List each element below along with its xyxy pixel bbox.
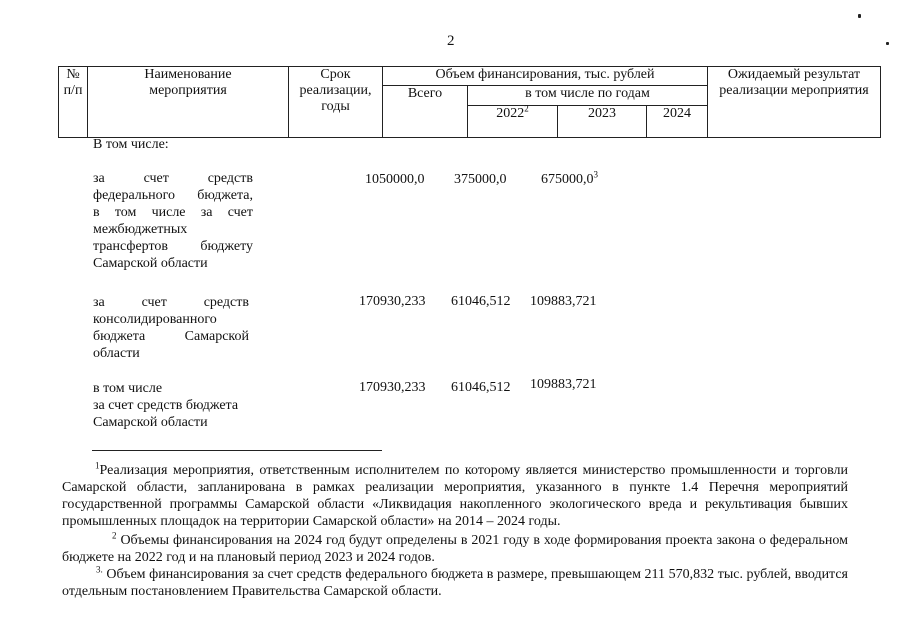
funding-table-header	[58, 66, 881, 138]
row-regional-line: в том числе	[93, 381, 163, 396]
federal-2023-value: 675000,0	[541, 172, 594, 187]
row-federal-line: межбюджетных	[93, 222, 188, 237]
row-consolidated-label	[93, 294, 249, 362]
row-regional-line: за счет средств бюджета	[93, 398, 239, 413]
federal-2023	[541, 169, 598, 188]
footnote-2-text: Объемы финансирования на 2024 год будут определены в 2021 году в ходе формирования проекта закона о федеральном бюджете на 2022 год и на плановый период 2023 и 2024 годов.	[62, 533, 849, 565]
consolidated-total: 170930,233	[359, 294, 426, 309]
footnote-3	[62, 566, 848, 600]
federal-2022: 375000,0	[454, 172, 507, 187]
col-term-header	[289, 67, 383, 138]
year-2024: 2024	[663, 106, 691, 121]
row-consolidated-line: области	[93, 346, 140, 361]
row-federal-line: за счет средств	[93, 171, 253, 186]
row-regional-line: Самарской области	[93, 415, 208, 430]
row-intro-label: В том числе:	[93, 137, 169, 152]
row-federal-label	[93, 170, 253, 272]
row-consolidated-line: за счет средств	[93, 295, 249, 310]
row-consolidated-line: консолидированного	[93, 312, 217, 327]
scan-speck	[858, 14, 861, 18]
col-name-label: Наименование мероприятия	[144, 67, 232, 98]
col-2022-header	[468, 103, 558, 138]
footnote-2	[62, 532, 848, 566]
col-2024-header	[647, 106, 708, 138]
footnote-separator	[92, 450, 382, 451]
row-federal-line: Самарской области	[93, 256, 208, 271]
regional-2022: 61046,512	[451, 380, 511, 395]
consolidated-2023: 109883,721	[530, 294, 597, 309]
regional-2023: 109883,721	[530, 377, 597, 392]
scan-speck	[886, 42, 889, 45]
col-2023-header	[558, 106, 647, 138]
consolidated-2022: 61046,512	[451, 294, 511, 309]
col-number-header	[59, 67, 88, 138]
footnote-3-mark: 3.	[96, 564, 103, 575]
col-funding-label: Объем финансирования, тыс. рублей	[435, 67, 655, 82]
col-by-year-label: в том числе по годам	[525, 86, 650, 101]
col-number-label: № п/п	[63, 67, 83, 98]
page-number: 2	[447, 33, 455, 49]
footnote-3-text: Объем финансирования за счет средств федерального бюджета в размере, превышающем 211 570,832 тыс. рублей, вводится отдельным постановлением Правительства Самарской области.	[62, 567, 848, 599]
footnote-1-mark: 1	[95, 460, 100, 471]
col-name-header	[88, 67, 289, 138]
col-total-label: Всего	[407, 86, 443, 101]
col-total-header	[383, 86, 468, 138]
row-consolidated-line: бюджета Самарской	[93, 329, 249, 344]
col-by-year-header	[468, 86, 708, 106]
col-funding-header	[383, 67, 708, 86]
year-2023: 2023	[588, 106, 616, 121]
col-result-header	[708, 67, 881, 138]
footnote-2-mark: 2	[112, 530, 117, 541]
footnote-1	[62, 462, 848, 530]
col-result-label: Ожидаемый результат реализации мероприятия	[719, 67, 869, 98]
row-federal-line: в том числе за счет	[93, 205, 253, 220]
col-term-label: Срок реализации, годы	[299, 67, 372, 114]
note-2-mark: 2	[524, 103, 529, 114]
row-federal-line: федерального бюджета,	[93, 188, 253, 203]
federal-total: 1050000,0	[365, 172, 425, 187]
note-3-mark: 3	[593, 169, 598, 180]
regional-total: 170930,233	[359, 380, 426, 395]
row-regional-label	[93, 380, 263, 431]
footnote-1-text: Реализация мероприятия, ответственным исполнителем по которому является министерство промышленности и торговли Самарской области, запланирована в рамках реализации мероприятия, указанного в пункте 1.4 Перечня мероприятий государственной программы Самарской области «Ликвидация накопленного экологического вреда и рекультивация бывших промышленных площадок на территории Самарской области» на 2014 – 2024 годы.	[62, 463, 848, 529]
row-federal-line: трансфертов бюджету	[93, 239, 253, 254]
year-2022: 2022	[496, 106, 525, 121]
